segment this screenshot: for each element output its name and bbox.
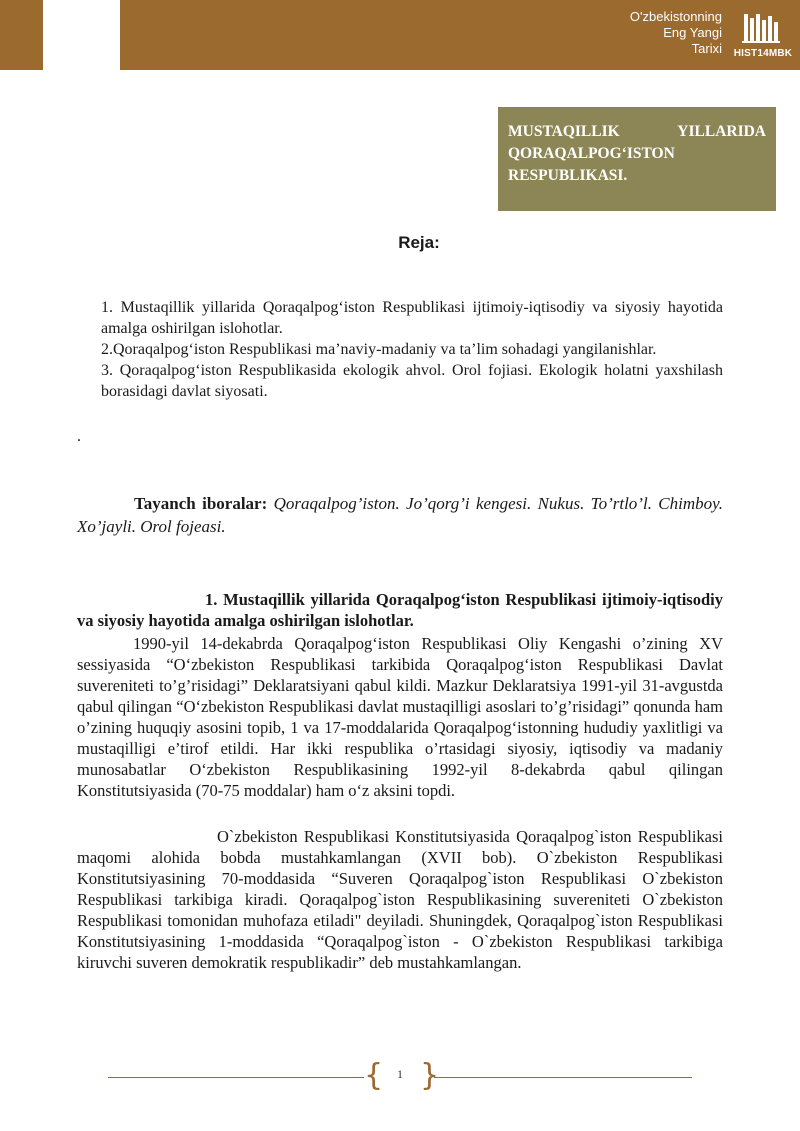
course-code: HIST14MBK [733, 48, 793, 59]
page-number: 1 [397, 1067, 403, 1081]
plan-item: 3. Qoraqalpog‘iston Respublikasida ekologik ahvol. Orol fojiasi. Ekologik holatni yaxshilash borasidagi davlat siyosati. [101, 362, 723, 400]
body-paragraph: 1990-yil 14-dekabrda Qoraqalpog‘iston Respublikasi Oliy Kengashi o’zining XV sessiyasida “O‘zbekiston Respublikasi tarkibida Qoraqalpog‘iston Respublikasi Davlat suvereniteti to’g’risidagi” Deklaratsiyani qabul kildi. Mazkur Deklaratsiya 1991-yil 31-avgustda qabul qilingan “O‘zbekiston Respublikasi davlat mustaqilligi asoslari to’g’risidagi” qonunda ham o’zining huquqiy asosini topib, 1 va 17-moddalarida Qoraqalpog‘istonning hududiy yaxlitligi va mustaqilligi e’tirof etildi. Har ikki respublika o’rtasidagi siyosiy, iqtisodiy va madaniy munosabatlar O‘zbekiston Respublikasining 1992-yil 8-dekabrda qabul qilingan Konstitutsiyasida (70-75 moddalar) ham o‘z aksini topdi. [77, 634, 723, 800]
plan-list [101, 297, 723, 402]
header-subject-line: Eng Yangi [663, 25, 722, 40]
keywords-label: Tayanch iboralar: [134, 494, 268, 513]
footer-rule-right [434, 1077, 692, 1078]
title-box [498, 107, 776, 211]
plan-item: 1. Mustaqillik yillarida Qoraqalpog‘iston Respublikasi ijtimoiy-iqtisodiy va siyosiy hayotida amalga oshirilgan islohotlar. [101, 299, 723, 337]
header-subject-line: Tarixi [691, 41, 722, 56]
plan-item: 2.Qoraqalpog‘iston Respublikasi ma’naviy-madaniy va ta’lim sohadagi yangilanishlar. [101, 341, 657, 358]
header-subject [630, 9, 722, 57]
body-paragraph: O`zbekiston Respublikasi Konstitutsiyasida Qoraqalpog`iston Respublikasi maqomi alohida bobda mustahkamlangan (XVII bob). O`zbekiston Respublikasi Konstitutsiyasining 70-moddasida “Suveren Qoraqalpog`iston Respublikasi O`zbekiston Respublikasi tarkibiga kiradi. Qoraqalpog`iston Respublikasining suvereniteti O`zbekiston Respublikasi tomonidan muhofaza etiladi" deyiladi. Shuningdek, Qoraqalpog`iston Respublikasi Konstitutsiyasining 1-moddasida “Qoraqalpog`iston - O`zbekiston Respublikasi tarkibiga kiruvchi suveren demokratik respublikadir” deb mustahkamlangan. [77, 827, 723, 972]
keywords-text: Qoraqalpog’iston. Jo’qorg’i kengesi. Nukus. To’rtlo’l. Chimboy. Xo’jayli. Orol fojeasi. [77, 494, 723, 536]
header-accent-block [0, 0, 43, 70]
left-brace-icon: { [364, 1058, 384, 1093]
header-subject-line: O'zbekistonning [629, 9, 722, 24]
section-title: 1. Mustaqillik yillarida Qoraqalpog‘iston Respublikasi ijtimoiy-iqtisodiy va siyosiy hayotida amalga oshirilgan islohotlar. [77, 590, 723, 630]
document-title: MUSTAQILLIK YILLARIDA QORAQALPOG‘ISTON RESPUBLIKASI. [508, 123, 766, 184]
right-brace-icon: } [420, 1058, 440, 1093]
trailing-mark: . [77, 428, 81, 445]
plan-heading: Reja: [398, 233, 440, 252]
books-icon [742, 12, 780, 44]
footer-rule-left [108, 1077, 364, 1078]
keywords-paragraph [77, 492, 723, 538]
